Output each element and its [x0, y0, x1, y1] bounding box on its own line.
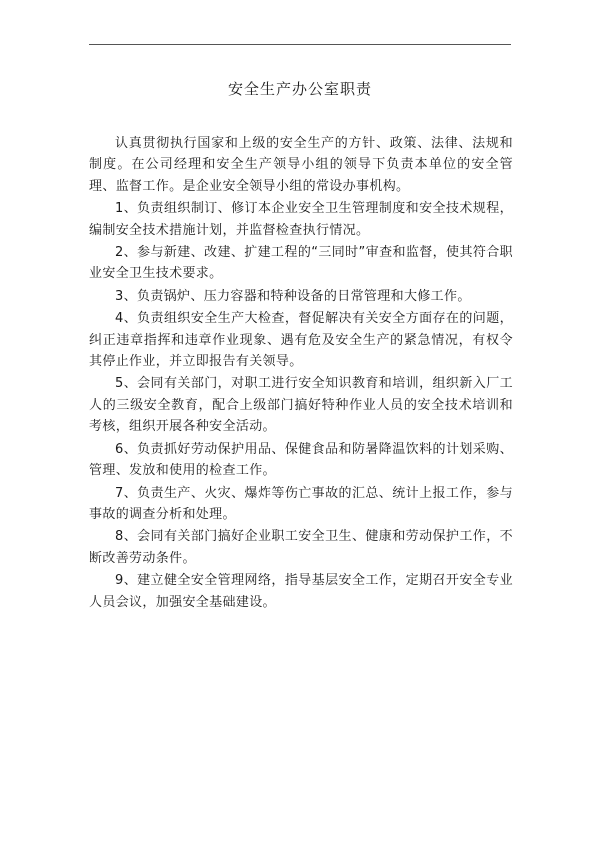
intro-paragraph: 认真贯彻执行国家和上级的安全生产的方针、政策、法律、法规和制度。在公司经理和安全生产领导小组的领导下负责本单位的安全管理、监督工作。是企业安全领导小组的常设办事机构。	[89, 136, 513, 194]
duty-item-8: 8、会同有关部门搞好企业职工安全卫生、健康和劳动保护工作，不断改善劳动条件。	[89, 529, 513, 566]
duty-item-5: 5、会同有关部门，对职工进行安全知识教育和培训，组织新入厂工人的三级安全教育，配合上级部门搞好特种作业人员的安全技术培训和考核，组织开展各种安全活动。	[89, 376, 513, 435]
duty-item-7: 7、负责生产、火灾、爆炸等伤亡事故的汇总、统计上报工作，参与事故的调查分析和处理。	[89, 485, 513, 522]
duty-item-3: 3、负责锅炉、压力容器和特种设备的日常管理和大修工作。	[115, 288, 471, 304]
duty-item-9: 9、建立健全安全管理网络，指导基层安全工作，定期召开安全专业人员会议，加强安全基础建设。	[89, 573, 513, 610]
document-title: 安全生产办公室职责	[227, 80, 372, 98]
document-body	[89, 133, 513, 614]
duty-item-4: 4、负责组织安全生产大检查，督促解决有关安全方面存在的问题，纠正违章指挥和违章作业现象、遇有危及安全生产的紧急情况，有权令其停止作业，并立即报告有关领导。	[89, 311, 513, 370]
header-rule	[89, 44, 511, 45]
duty-item-6: 6、负责抓好劳动保护用品、保健食品和防暑降温饮料的计划采购、管理、发放和使用的检查工作。	[89, 441, 513, 479]
duty-item-1: 1、负责组织制订、修订本企业安全卫生管理制度和安全技术规程，编制安全技术措施计划，并监督检查执行情况。	[89, 201, 513, 238]
duty-item-2: 2、参与新建、改建、扩建工程的“三同时”审查和监督，使其符合职业安全卫生技术要求。	[89, 245, 513, 282]
